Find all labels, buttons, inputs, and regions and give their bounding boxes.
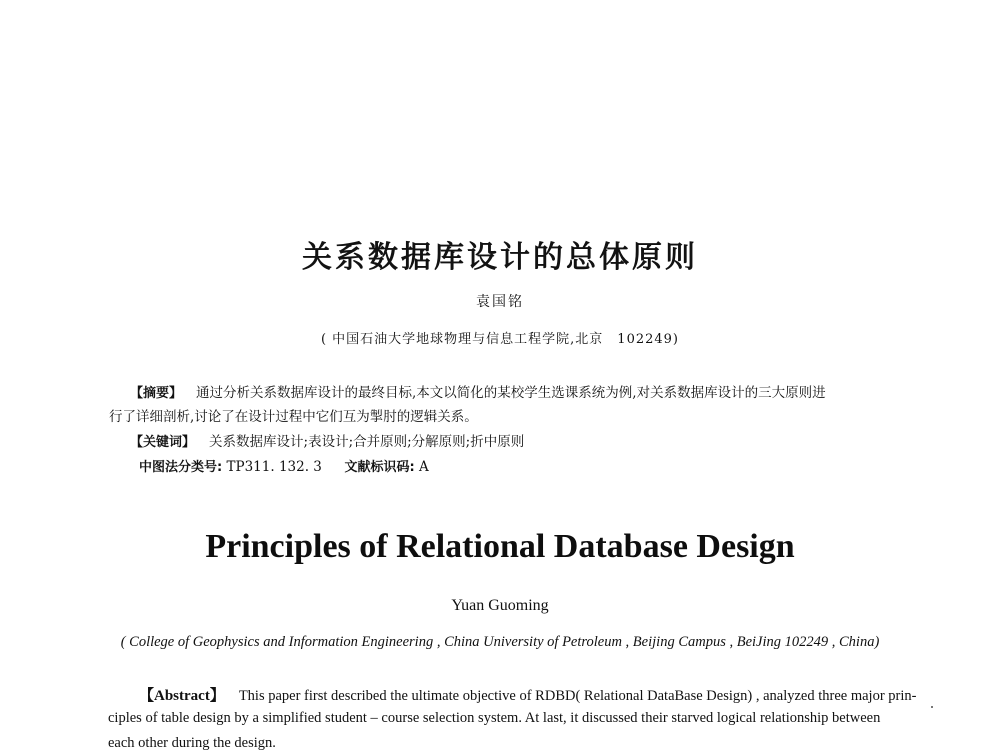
chinese-keywords-text: 关系数据库设计;表设计;合并原则;分解原则;折中原则 <box>209 434 525 450</box>
chinese-abstract-line-2: 行了详细剖析,讨论了在设计过程中它们互为掣肘的逻辑关系。 <box>109 409 478 425</box>
chinese-keywords-label: 【关键词】 <box>130 435 196 450</box>
english-abstract-label: 【Abstract】 <box>139 688 225 704</box>
classification-label: 中图法分类号: <box>139 460 223 475</box>
english-abstract-text-1: This paper first described the ultimate objective of RDBD( Relational DataBase Design) , analyzed three major prin- <box>238 688 917 704</box>
chinese-abstract-text-1: 通过分析关系数据库设计的最终目标,本文以简化的某校学生选课系统为例,对关系数据库设计的三大原则进 <box>196 385 826 401</box>
english-abstract-line-2: ciples of table design by a simplified student – course selection system. At last, it discussed their starved logical relationship between <box>108 710 881 726</box>
scan-speck <box>931 706 933 708</box>
doc-code-label: 文献标识码: <box>344 460 415 475</box>
english-affiliation: ( College of Geophysics and Information Engineering , China University of Petroleum , Beijing Campus , BeiJing 102249 , China) <box>120 634 880 650</box>
chinese-abstract-line-1 <box>130 381 826 401</box>
english-title: Principles of Relational Database Design <box>205 528 795 565</box>
english-abstract-line-1 <box>139 684 916 705</box>
english-abstract-line-3: each other during the design. <box>108 735 276 751</box>
classification-value: TP311. 132. 3 <box>226 459 322 475</box>
english-author: Yuan Guoming <box>451 597 549 614</box>
chinese-abstract-label: 【摘要】 <box>130 386 183 401</box>
chinese-affiliation: ( 中国石油大学地球物理与信息工程学院,北京 102249) <box>320 332 680 347</box>
doc-code-value: A <box>418 459 429 475</box>
chinese-author: 袁国铭 <box>476 294 524 310</box>
chinese-classification <box>139 456 429 475</box>
chinese-keywords <box>130 430 524 450</box>
chinese-title: 关系数据库设计的总体原则 <box>302 240 698 275</box>
